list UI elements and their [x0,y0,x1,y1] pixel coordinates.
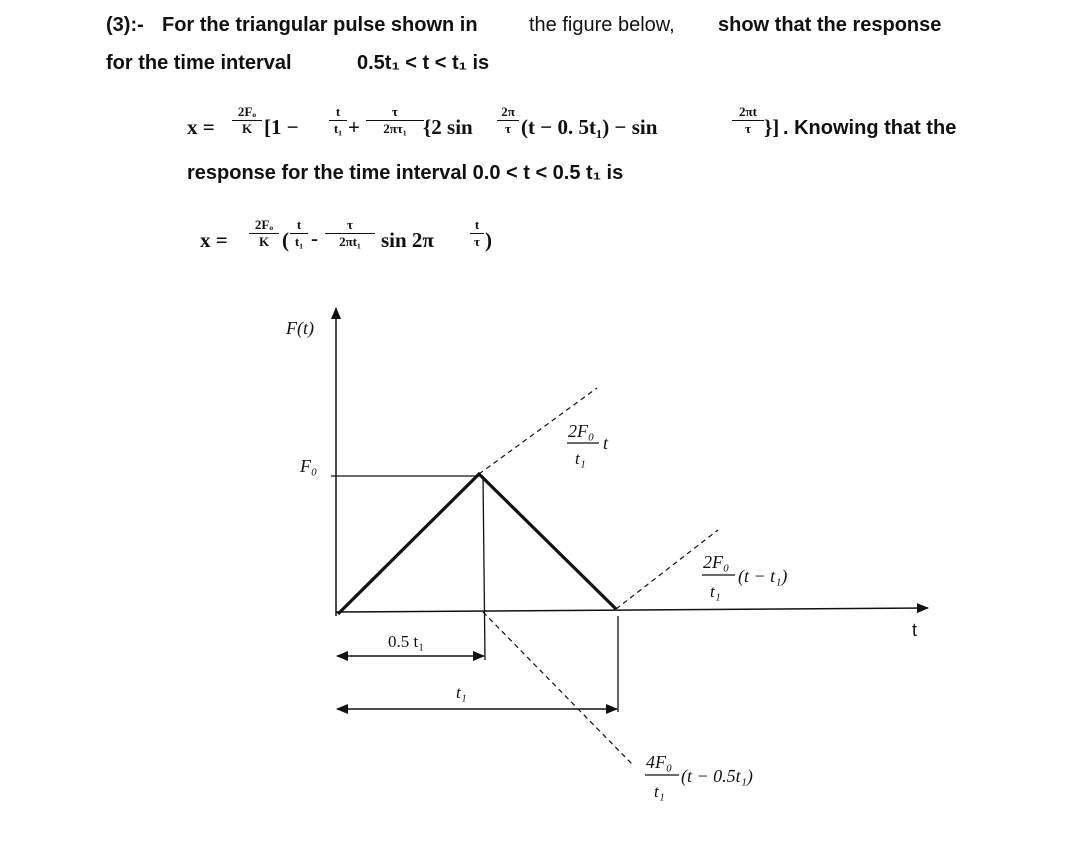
problem-line1-a: For the triangular pulse shown in [162,14,478,36]
eq1-f5-num: 2πt [739,104,757,119]
problem-label: (3):- [106,14,144,36]
eq2-f3-den: 2πt₁ [339,234,361,249]
problem-line4: response for the time interval 0.0 < t < 0.5 t₁ is [187,162,624,184]
eq2-close: ) [485,228,492,252]
shifted-line-tail: (t − t₁) [738,566,788,586]
eq2-f1-num: 2Fₒ [254,217,274,232]
rising-line-num: 2F₀ [568,421,595,441]
falling-line-den: t₁ [654,782,665,801]
problem-line1-b: the figure below, [529,14,675,36]
half-time-label: 0.5 t₁ [388,632,425,651]
shifted-line-den: t₁ [710,582,721,601]
eq2-f4-num: t [474,217,480,232]
rising-line-tail: t [603,433,609,453]
eq1-f4-num: 2π [501,104,515,119]
eq1-x: x = [187,115,215,139]
eq2-f2-num: t [296,217,302,232]
problem-knowing: . Knowing that the [783,117,957,139]
eq1-f3-den: 2πτ₁ [383,121,407,136]
triangular-pulse [338,474,616,614]
eq1-bracket: [1 − [264,115,299,139]
full-time-label: t₁ [456,683,467,702]
peak-label: F₀ [300,456,318,476]
eq2-f1-den: K [258,234,270,249]
shifted-line-annotation [702,552,787,601]
half-time-drop-line [483,476,485,660]
falling-line-tail: (t − 0.5t₁) [681,766,753,786]
problem-line2-a: for the time interval [106,52,292,74]
x-axis [336,608,928,612]
eq1-f2-den: t₁ [333,121,343,136]
shifted-line-num: 2F₀ [703,552,730,572]
eq2-f4-den: τ [474,234,480,249]
eq2-sin: sin 2π [381,228,434,252]
x-axis-label: t [912,620,918,640]
problem-line1-c: show that the response [718,14,942,36]
eq1-f5-den: τ [745,121,751,136]
eq1-plus: + [348,115,360,139]
eq1-close: }] [764,115,780,139]
eq1-f2-num: t [335,104,341,119]
falling-line-num: 4F₀ [646,752,673,772]
eq1-f3-num: τ [392,104,398,119]
eq1-mid: (t − 0. 5t₁) − sin [521,115,658,139]
eq1-f1-num: 2Fₒ [237,104,257,119]
falling-line-annotation [645,752,753,801]
eq2-paren: ( [282,228,289,252]
y-axis-label: F(t) [286,318,314,338]
eq1-f4-den: τ [505,121,511,136]
eq2-f3-num: τ [347,217,353,232]
rising-line-annotation [567,421,609,468]
eq2-x: x = [200,228,228,252]
eq2-minus: - [311,226,318,250]
eq2-f2-den: t₁ [294,234,304,249]
eq1-brace-sin: {2 sin [423,115,473,139]
problem-line2-b: 0.5t₁ < t < t₁ is [357,52,490,74]
falling-extension-dashed [483,612,633,765]
eq1-f1-den: K [241,121,253,136]
rising-line-den: t₁ [575,449,586,468]
